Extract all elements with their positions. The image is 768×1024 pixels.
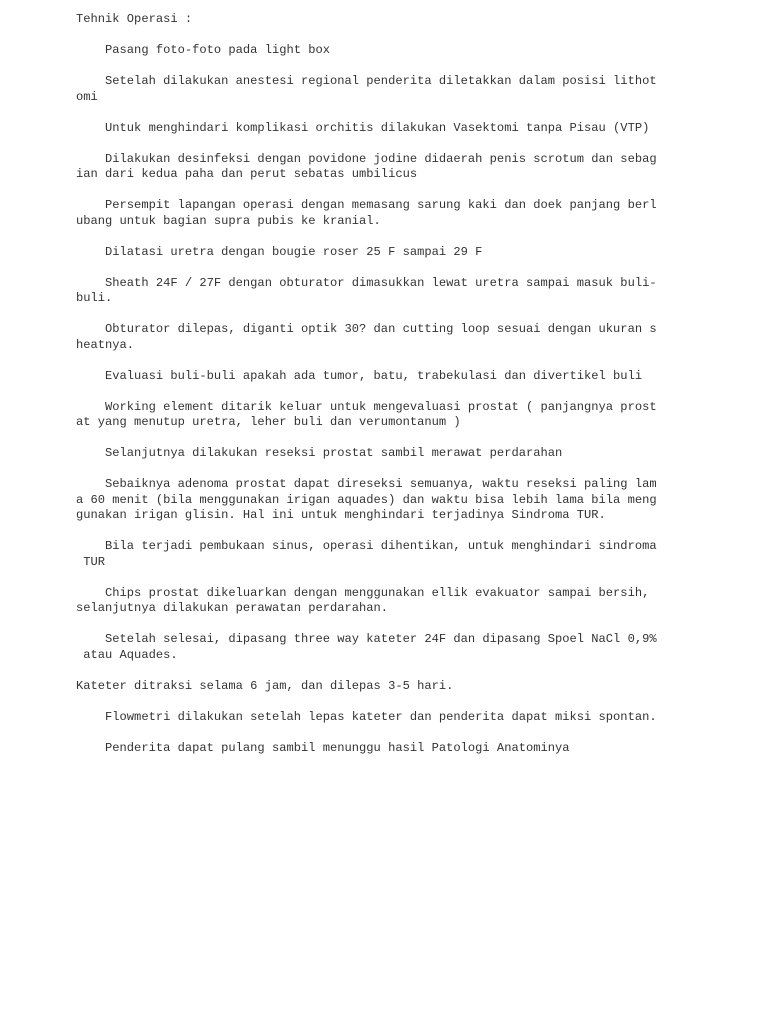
paragraph-14: Chips prostat dikeluarkan dengan menggunakan ellik evakuator sampai bersih, selanjutnya dilakukan perawatan perdarahan. <box>76 585 650 615</box>
paragraph-3: Untuk menghindari komplikasi orchitis dilakukan Vasektomi tanpa Pisau (VTP) <box>76 120 650 135</box>
paragraph-16: Kateter ditraksi selama 6 jam, dan dilepas 3-5 hari. <box>76 678 454 693</box>
paragraph-12: Sebaiknya adenoma prostat dapat direseksi semuanya, waktu reseksi paling lam a 60 menit (bila menggunakan irigan aquades) dan waktu bisa lebih lama bila meng gunakan irigan glisin. Hal ini untuk menghindari terjadinya Sindroma TUR. <box>76 477 657 522</box>
paragraph-4: Dilakukan desinfeksi dengan povidone jodine didaerah penis scrotum dan sebag ian dari kedua paha dan perut sebatas umbilicus <box>76 151 657 181</box>
paragraph-9: Evaluasi buli-buli apakah ada tumor, batu, trabekulasi dan divertikel buli <box>76 368 643 383</box>
paragraph-11: Selanjutnya dilakukan reseksi prostat sambil merawat perdarahan <box>76 446 563 460</box>
paragraph-15: Setelah selesai, dipasang three way kateter 24F dan dipasang Spoel NaCl 0,9% atau Aquades. <box>83 632 657 662</box>
paragraph-8: Obturator dilepas, diganti optik 30? dan cutting loop sesuai dengan ukuran s heatnya. <box>76 322 657 352</box>
paragraph-6: Dilatasi uretra dengan bougie roser 25 F sampai 29 F <box>76 244 483 259</box>
section-heading: Tehnik Operasi : <box>76 12 193 26</box>
paragraph-7: Sheath 24F / 27F dengan obturator dimasukkan lewat uretra sampai masuk buli- buli. <box>76 275 657 305</box>
paragraph-2: Setelah dilakukan anestesi regional penderita diletakkan dalam posisi lithot omi <box>76 74 657 104</box>
paragraph-17: Flowmetri dilakukan setelah lepas kateter dan penderita dapat miksi spontan. <box>76 709 657 724</box>
paragraph-13: Bila terjadi pembukaan sinus, operasi dihentikan, untuk menghindari sindroma TUR <box>83 539 657 569</box>
paragraph-18: Penderita dapat pulang sambil menunggu hasil Patologi Anatominya <box>76 740 570 755</box>
paragraph-5: Persempit lapangan operasi dengan memasang sarung kaki dan doek panjang berl ubang untuk bagian supra pubis ke kranial. <box>76 198 657 228</box>
paragraph-10: Working element ditarik keluar untuk mengevaluasi prostat ( panjangnya prost at yang menutup uretra, leher buli dan verumontanum ) <box>76 399 657 429</box>
document-body <box>76 12 676 772</box>
paragraph-1: Pasang foto-foto pada light box <box>76 43 331 57</box>
